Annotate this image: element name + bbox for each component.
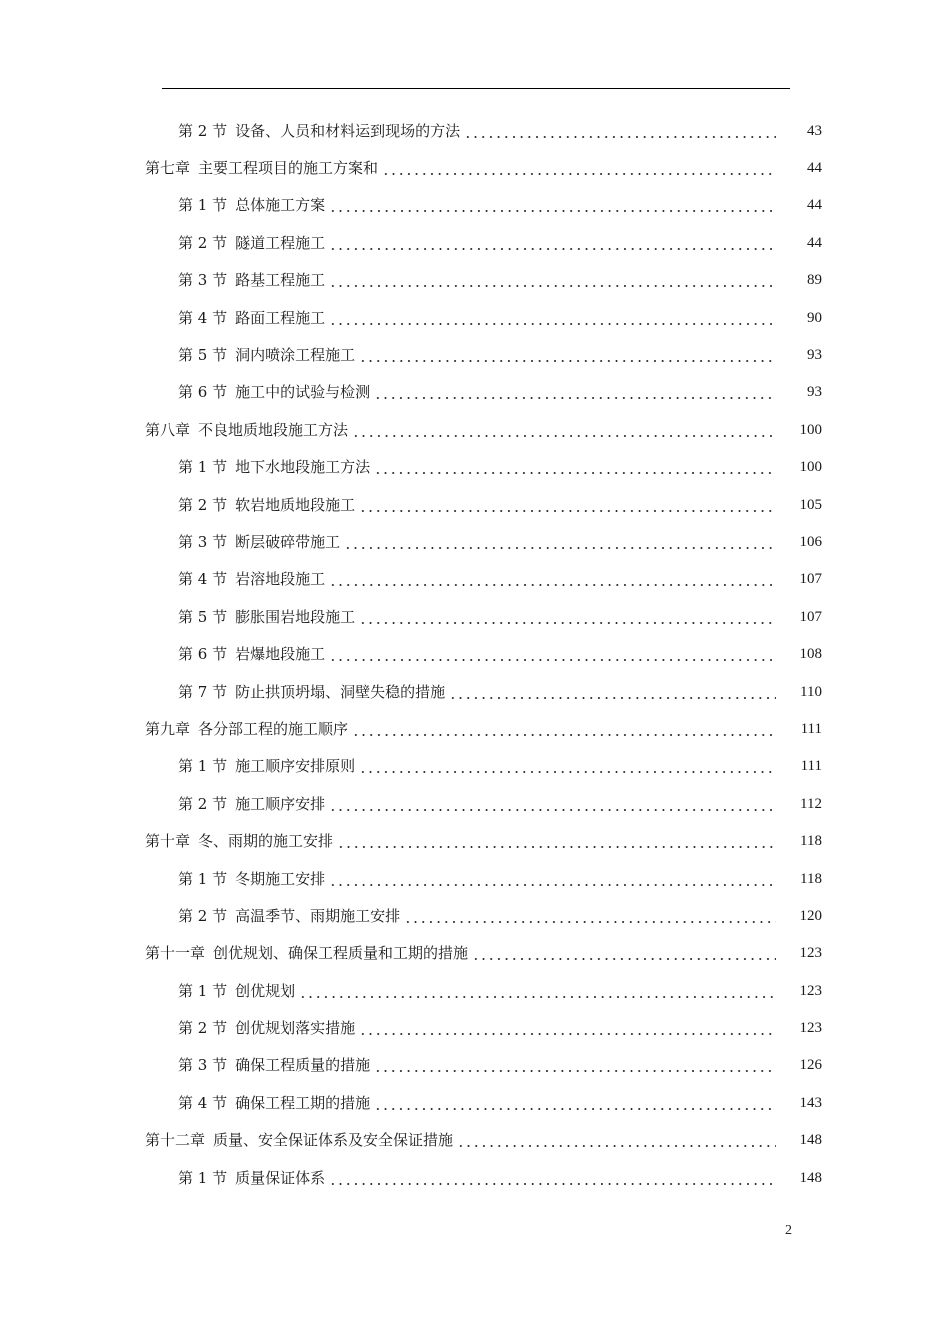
toc-entry-page: 90 bbox=[807, 309, 822, 326]
toc-entry-number: 第十二章 bbox=[145, 1131, 206, 1150]
dot-leader bbox=[329, 571, 776, 587]
toc-entry-title bbox=[178, 682, 445, 702]
toc-section-entry[interactable] bbox=[0, 673, 950, 710]
dot-leader bbox=[359, 609, 776, 625]
toc-entry-label: 确保工程工期的措施 bbox=[235, 1093, 371, 1112]
toc-entry-number: 第 1 节 bbox=[178, 869, 228, 888]
toc-entry-number: 第 6 节 bbox=[178, 383, 228, 402]
toc-entry-title bbox=[145, 831, 333, 851]
toc-entry-label: 高温季节、雨期施工安排 bbox=[235, 906, 401, 925]
toc-entry-page: 143 bbox=[799, 1094, 822, 1111]
toc-entry-title bbox=[178, 1018, 355, 1038]
dot-leader bbox=[329, 310, 776, 326]
dot-leader bbox=[374, 459, 776, 475]
toc-section-entry[interactable] bbox=[0, 897, 950, 934]
toc-entry-number: 第 4 节 bbox=[178, 1093, 228, 1112]
dot-leader bbox=[299, 983, 776, 999]
toc-entry-page: 108 bbox=[799, 646, 822, 663]
toc-chapter-entry[interactable] bbox=[0, 1122, 950, 1159]
toc-section-entry[interactable] bbox=[0, 1159, 950, 1196]
toc-entry-title bbox=[178, 1055, 370, 1075]
toc-entry-page: 44 bbox=[807, 160, 822, 177]
toc-entry-page: 110 bbox=[800, 683, 822, 700]
dot-leader bbox=[359, 347, 776, 363]
toc-entry-page: 148 bbox=[799, 1169, 822, 1186]
toc-section-entry[interactable] bbox=[0, 374, 950, 411]
toc-entry-page: 93 bbox=[807, 384, 822, 401]
toc-entry-number: 第十章 bbox=[145, 832, 191, 851]
dot-leader bbox=[344, 534, 776, 550]
toc-entry-page: 89 bbox=[807, 272, 822, 289]
toc-section-entry[interactable] bbox=[0, 1009, 950, 1046]
toc-entry-number: 第七章 bbox=[145, 159, 191, 178]
toc-entry-number: 第 5 节 bbox=[178, 607, 228, 626]
toc-entry-number: 第 1 节 bbox=[178, 196, 228, 215]
toc-entry-number: 第 2 节 bbox=[178, 794, 228, 813]
toc-entry-label: 施工顺序安排 bbox=[235, 794, 326, 813]
toc-chapter-entry[interactable] bbox=[0, 710, 950, 747]
toc-entry-label: 各分部工程的施工顺序 bbox=[198, 719, 349, 738]
dot-leader bbox=[404, 908, 776, 924]
dot-leader bbox=[329, 646, 776, 662]
toc-chapter-entry[interactable] bbox=[0, 149, 950, 186]
toc-entry-page: 118 bbox=[800, 833, 822, 850]
toc-entry-page: 118 bbox=[800, 870, 822, 887]
dot-leader bbox=[374, 1095, 776, 1111]
dot-leader bbox=[329, 796, 776, 812]
toc-entry-label: 膨胀围岩地段施工 bbox=[235, 607, 356, 626]
dot-leader bbox=[374, 1057, 776, 1073]
dot-leader bbox=[457, 1132, 776, 1148]
toc-entry-number: 第 5 节 bbox=[178, 346, 228, 365]
toc-entry-title bbox=[178, 457, 370, 477]
toc-entry-label: 路面工程施工 bbox=[235, 308, 326, 327]
toc-entry-title bbox=[145, 158, 378, 178]
toc-entry-page: 100 bbox=[799, 421, 822, 438]
toc-entry-number: 第 2 节 bbox=[178, 906, 228, 925]
page-number: 2 bbox=[785, 1223, 792, 1238]
toc-entry-title bbox=[178, 756, 355, 776]
toc-entry-title bbox=[178, 644, 325, 664]
toc-entry-label: 设备、人员和材料运到现场的方法 bbox=[235, 121, 461, 140]
toc-entry-page: 44 bbox=[807, 234, 822, 251]
toc-entry-label: 创优规划、确保工程质量和工期的措施 bbox=[213, 944, 469, 963]
table-of-contents bbox=[0, 112, 950, 1196]
toc-entry-title bbox=[178, 308, 325, 328]
toc-section-entry[interactable] bbox=[0, 1047, 950, 1084]
toc-entry-page: 112 bbox=[800, 795, 822, 812]
toc-entry-label: 岩爆地段施工 bbox=[235, 645, 326, 664]
toc-entry-number: 第十一章 bbox=[145, 944, 206, 963]
toc-entry-number: 第 2 节 bbox=[178, 1019, 228, 1038]
toc-entry-number: 第 1 节 bbox=[178, 458, 228, 477]
toc-entry-title bbox=[178, 1093, 370, 1113]
toc-entry-number: 第 1 节 bbox=[178, 757, 228, 776]
dot-leader bbox=[374, 384, 776, 400]
toc-entry-page: 123 bbox=[799, 1020, 822, 1037]
toc-entry-label: 防止拱顶坍塌、洞壁失稳的措施 bbox=[235, 682, 446, 701]
toc-entry-title bbox=[178, 869, 325, 889]
toc-entry-title bbox=[178, 906, 400, 926]
toc-entry-title bbox=[178, 981, 295, 1001]
toc-entry-title bbox=[178, 495, 355, 515]
toc-entry-title bbox=[178, 569, 325, 589]
toc-entry-title bbox=[178, 345, 355, 365]
toc-entry-number: 第八章 bbox=[145, 420, 191, 439]
toc-entry-label: 主要工程项目的施工方案和 bbox=[198, 159, 379, 178]
toc-entry-page: 105 bbox=[799, 496, 822, 513]
toc-entry-page: 126 bbox=[799, 1057, 822, 1074]
toc-entry-number: 第 3 节 bbox=[178, 1056, 228, 1075]
toc-entry-label: 不良地质地段施工方法 bbox=[198, 420, 349, 439]
toc-section-entry[interactable] bbox=[0, 748, 950, 785]
dot-leader bbox=[329, 1170, 776, 1186]
toc-section-entry[interactable] bbox=[0, 523, 950, 560]
toc-entry-label: 冬期施工安排 bbox=[235, 869, 326, 888]
toc-entry-number: 第 2 节 bbox=[178, 121, 228, 140]
toc-chapter-entry[interactable] bbox=[0, 411, 950, 448]
toc-entry-label: 地下水地段施工方法 bbox=[235, 458, 371, 477]
toc-entry-page: 123 bbox=[799, 982, 822, 999]
toc-entry-number: 第 4 节 bbox=[178, 570, 228, 589]
toc-entry-number: 第 3 节 bbox=[178, 532, 228, 551]
toc-entry-title bbox=[178, 195, 325, 215]
toc-entry-page: 106 bbox=[799, 533, 822, 550]
toc-section-entry[interactable] bbox=[0, 1084, 950, 1121]
dot-leader bbox=[352, 422, 776, 438]
toc-entry-label: 创优规划落实措施 bbox=[235, 1019, 356, 1038]
dot-leader bbox=[337, 833, 776, 849]
toc-entry-number: 第九章 bbox=[145, 719, 191, 738]
toc-entry-number: 第 6 节 bbox=[178, 645, 228, 664]
toc-entry-label: 创优规划 bbox=[235, 981, 296, 1000]
toc-entry-label: 隧道工程施工 bbox=[235, 233, 326, 252]
toc-section-entry[interactable] bbox=[0, 336, 950, 373]
toc-entry-page: 111 bbox=[800, 758, 822, 775]
toc-entry-page: 107 bbox=[799, 608, 822, 625]
toc-entry-number: 第 1 节 bbox=[178, 1168, 228, 1187]
toc-section-entry[interactable] bbox=[0, 486, 950, 523]
toc-section-entry[interactable] bbox=[0, 449, 950, 486]
dot-leader bbox=[329, 871, 776, 887]
toc-entry-page: 148 bbox=[799, 1132, 822, 1149]
toc-entry-number: 第 2 节 bbox=[178, 495, 228, 514]
toc-entry-title bbox=[145, 943, 468, 963]
dot-leader bbox=[359, 497, 776, 513]
toc-entry-label: 洞内喷涂工程施工 bbox=[235, 346, 356, 365]
dot-leader bbox=[472, 945, 776, 961]
toc-entry-title bbox=[178, 532, 340, 552]
toc-entry-number: 第 4 节 bbox=[178, 308, 228, 327]
toc-section-entry[interactable] bbox=[0, 860, 950, 897]
toc-section-entry[interactable] bbox=[0, 262, 950, 299]
dot-leader bbox=[359, 758, 776, 774]
dot-leader bbox=[329, 197, 776, 213]
toc-entry-page: 111 bbox=[800, 720, 822, 737]
toc-section-entry[interactable] bbox=[0, 187, 950, 224]
toc-entry-title bbox=[178, 233, 325, 253]
toc-entry-page: 43 bbox=[807, 122, 822, 139]
toc-entry-title bbox=[145, 420, 348, 440]
toc-entry-title bbox=[178, 121, 460, 141]
toc-section-entry[interactable] bbox=[0, 224, 950, 261]
toc-entry-label: 冬、雨期的施工安排 bbox=[198, 832, 334, 851]
dot-leader bbox=[329, 235, 776, 251]
toc-entry-label: 总体施工方案 bbox=[235, 196, 326, 215]
toc-entry-title bbox=[178, 794, 325, 814]
toc-entry-label: 质量保证体系 bbox=[235, 1168, 326, 1187]
toc-section-entry[interactable] bbox=[0, 561, 950, 598]
toc-entry-page: 107 bbox=[799, 571, 822, 588]
toc-entry-label: 断层破碎带施工 bbox=[235, 532, 341, 551]
dot-leader bbox=[464, 123, 776, 139]
toc-entry-label: 岩溶地段施工 bbox=[235, 570, 326, 589]
toc-section-entry[interactable] bbox=[0, 785, 950, 822]
toc-entry-number: 第 2 节 bbox=[178, 233, 228, 252]
dot-leader bbox=[329, 272, 776, 288]
toc-entry-title bbox=[145, 719, 348, 739]
toc-entry-title bbox=[178, 1168, 325, 1188]
toc-entry-label: 确保工程质量的措施 bbox=[235, 1056, 371, 1075]
toc-entry-number: 第 7 节 bbox=[178, 682, 228, 701]
dot-leader bbox=[382, 160, 776, 176]
toc-entry-page: 93 bbox=[807, 347, 822, 364]
toc-entry-title bbox=[178, 270, 325, 290]
toc-section-entry[interactable] bbox=[0, 112, 950, 149]
toc-entry-label: 施工中的试验与检测 bbox=[235, 383, 371, 402]
toc-section-entry[interactable] bbox=[0, 299, 950, 336]
toc-entry-number: 第 1 节 bbox=[178, 981, 228, 1000]
toc-entry-page: 123 bbox=[799, 945, 822, 962]
toc-entry-page: 120 bbox=[799, 907, 822, 924]
toc-entry-title bbox=[145, 1130, 453, 1150]
toc-entry-title bbox=[178, 382, 370, 402]
toc-entry-label: 软岩地质地段施工 bbox=[235, 495, 356, 514]
toc-entry-page: 44 bbox=[807, 197, 822, 214]
toc-section-entry[interactable] bbox=[0, 972, 950, 1009]
toc-entry-label: 施工顺序安排原则 bbox=[235, 757, 356, 776]
toc-entry-page: 100 bbox=[799, 459, 822, 476]
dot-leader bbox=[352, 721, 776, 737]
toc-chapter-entry[interactable] bbox=[0, 822, 950, 859]
header-rule bbox=[162, 88, 790, 89]
dot-leader bbox=[359, 1020, 776, 1036]
dot-leader bbox=[449, 684, 776, 700]
toc-entry-number: 第 3 节 bbox=[178, 271, 228, 290]
toc-section-entry[interactable] bbox=[0, 635, 950, 672]
toc-section-entry[interactable] bbox=[0, 598, 950, 635]
toc-entry-label: 质量、安全保证体系及安全保证措施 bbox=[213, 1131, 454, 1150]
toc-entry-title bbox=[178, 607, 355, 627]
toc-chapter-entry[interactable] bbox=[0, 935, 950, 972]
toc-entry-label: 路基工程施工 bbox=[235, 271, 326, 290]
